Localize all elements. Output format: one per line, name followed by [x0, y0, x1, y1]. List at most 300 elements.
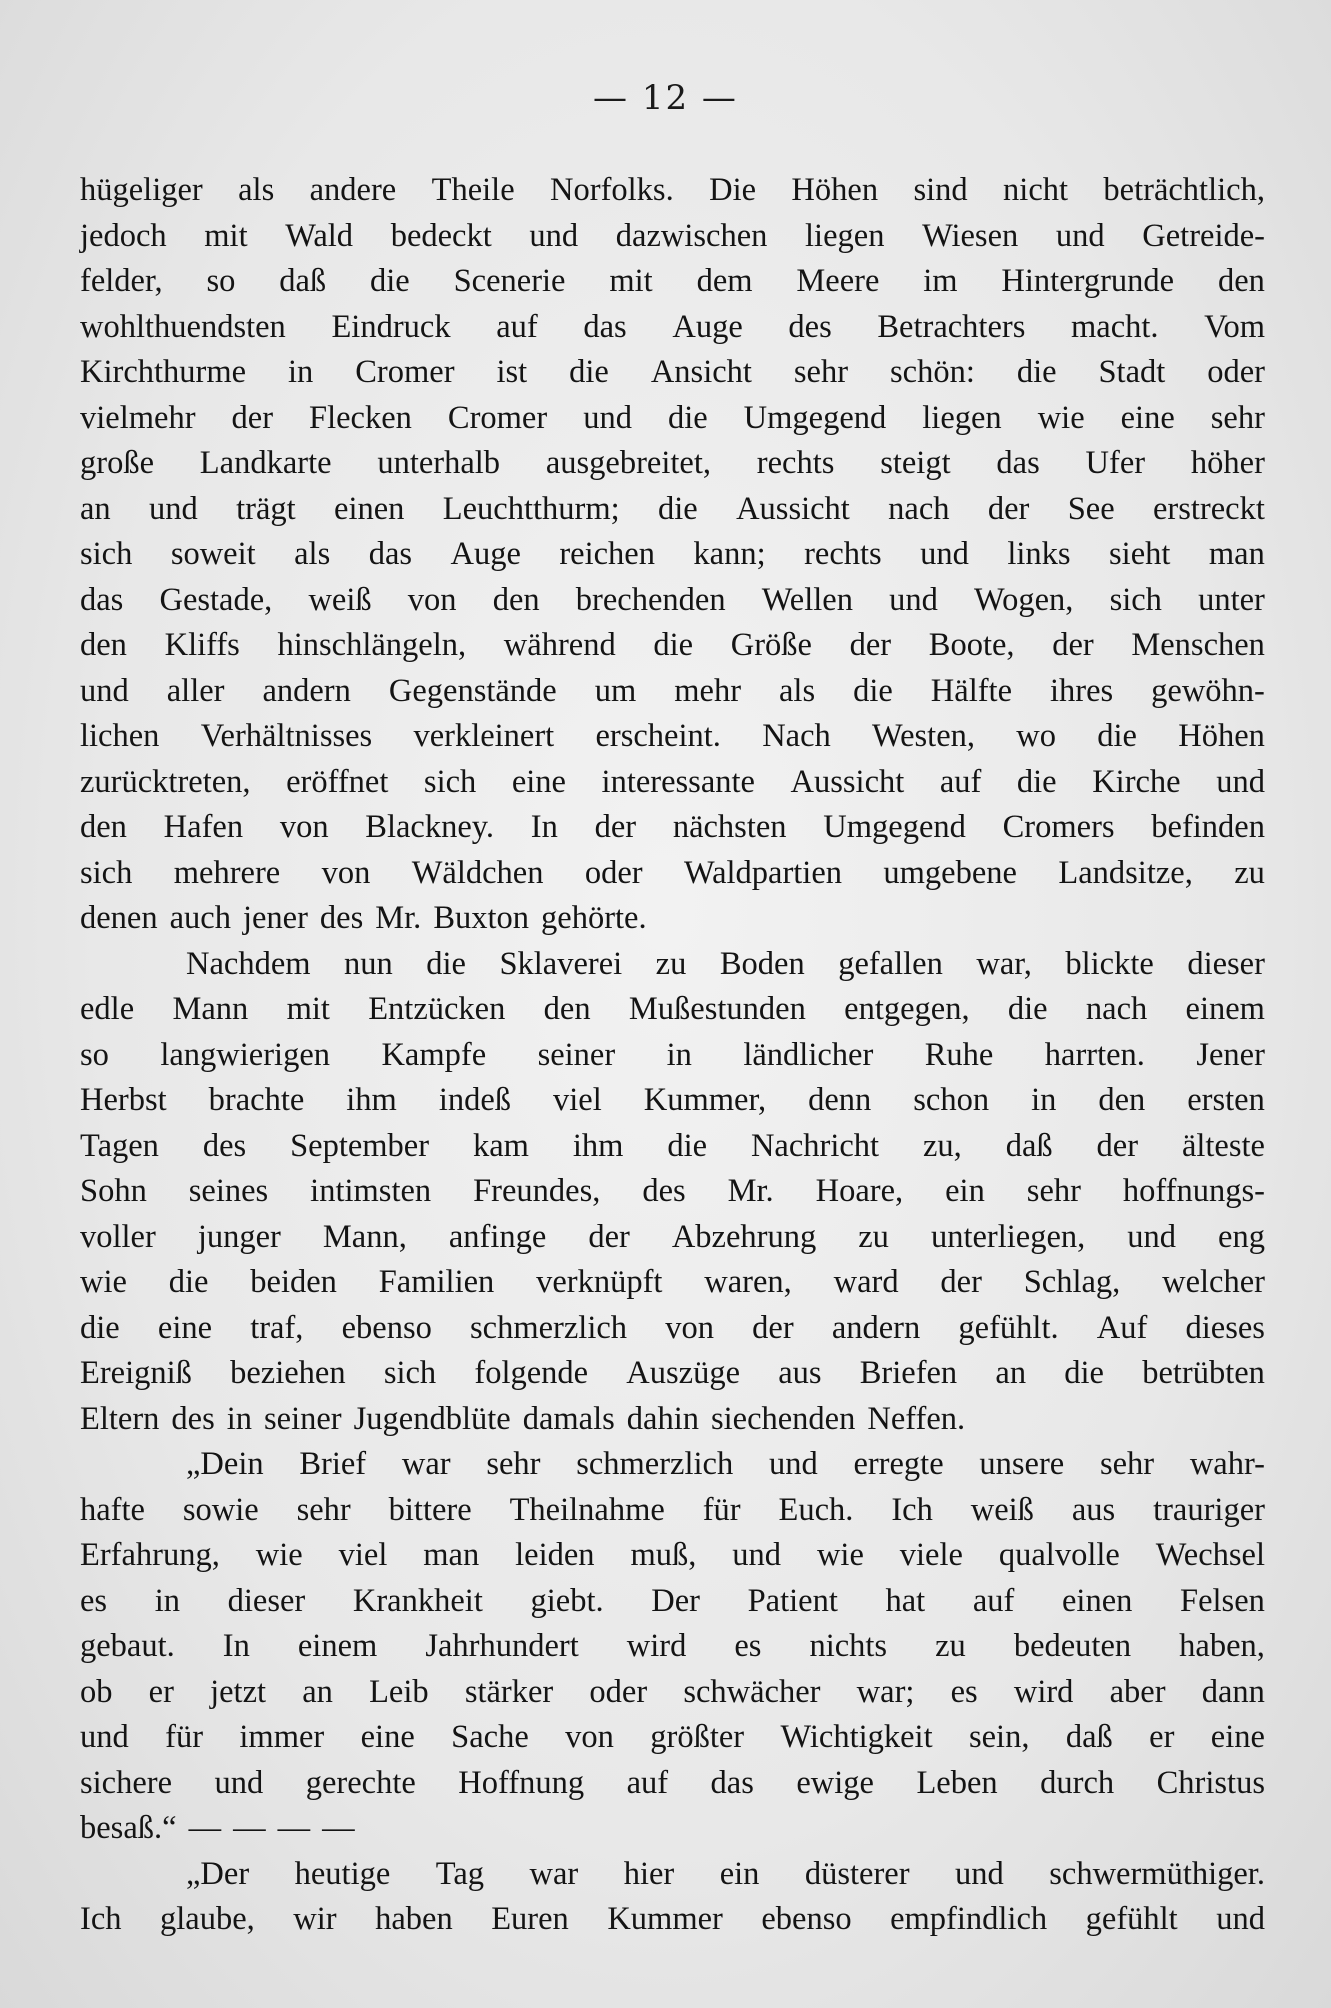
text-line — [80, 1215, 1265, 1261]
word: war — [529, 1855, 579, 1892]
word: des — [642, 1173, 686, 1209]
word: Ufer — [1085, 445, 1146, 481]
word: hafte — [80, 1491, 145, 1528]
word: blickte — [1065, 945, 1154, 982]
word: und — [1216, 763, 1265, 800]
word: sichere — [80, 1764, 173, 1801]
text-line — [80, 714, 1265, 760]
word: Tagen — [80, 1127, 159, 1164]
word: Auszüge — [626, 1355, 740, 1391]
word: Wald — [285, 217, 354, 254]
word: aber — [1109, 1673, 1166, 1710]
word: den — [1098, 1082, 1146, 1118]
word: Schlag, — [1023, 1264, 1121, 1300]
word: ihm — [346, 1082, 397, 1118]
word: Theile — [431, 172, 515, 208]
word: viele — [899, 1537, 963, 1573]
word: oder — [584, 854, 643, 891]
word: so — [206, 263, 236, 299]
word: Sklaverei — [499, 945, 623, 982]
word: auf — [626, 1764, 669, 1801]
word: brechenden — [575, 581, 726, 618]
word: und — [920, 536, 969, 572]
word: ist — [496, 354, 528, 390]
word: des — [202, 1127, 247, 1164]
word: verknüpft — [536, 1264, 663, 1300]
word: interessante — [601, 763, 755, 800]
word: sehr — [1026, 1173, 1081, 1209]
word: siechenden — [710, 1400, 856, 1437]
word: die — [1064, 1355, 1104, 1391]
word: sieht — [1109, 536, 1171, 572]
word: schwermüthiger. — [1049, 1855, 1265, 1892]
word: in — [154, 1582, 180, 1619]
word: eine — [511, 763, 566, 800]
word: gebaut. — [80, 1628, 175, 1664]
word: Kampfe — [381, 1036, 487, 1073]
word: Entzücken — [368, 991, 506, 1027]
word: die — [1016, 763, 1057, 800]
word: einen — [334, 490, 405, 527]
word: die — [80, 1309, 120, 1346]
word: — — [277, 1810, 311, 1846]
word: während — [503, 627, 616, 663]
word: Briefen — [859, 1355, 958, 1391]
page-number-header: — 12 — — [593, 78, 738, 118]
word: man — [1208, 536, 1265, 572]
word: an — [995, 1355, 1027, 1391]
word: von — [279, 809, 329, 845]
word: Westen, — [872, 718, 976, 754]
text-line — [80, 1852, 1265, 1898]
word: wird — [1013, 1673, 1074, 1710]
word: größter — [650, 1719, 745, 1755]
word: trauriger — [1153, 1491, 1265, 1528]
text-line — [80, 1306, 1265, 1352]
word: in — [1031, 1082, 1057, 1118]
word: Neffen. — [867, 1400, 966, 1437]
word: in — [666, 1036, 692, 1073]
word: seiner — [264, 1400, 342, 1437]
word: die — [653, 627, 694, 663]
word: aus — [1071, 1491, 1116, 1528]
text-line — [80, 896, 1265, 942]
word: Patient — [747, 1582, 838, 1619]
word: Verhältnisses — [200, 718, 373, 754]
word: von — [665, 1309, 714, 1346]
word: traf, — [250, 1309, 304, 1346]
word: Sache — [451, 1719, 529, 1755]
word: Mußestunden — [628, 991, 806, 1027]
text-line — [80, 942, 1265, 988]
word: bedeckt — [390, 217, 492, 254]
word: wird — [626, 1628, 687, 1664]
word: Auf — [1096, 1309, 1148, 1346]
word: und — [1216, 1901, 1265, 1937]
word: gefühlt. — [958, 1309, 1059, 1346]
word: Cromers — [1002, 809, 1115, 845]
word: Auge — [672, 308, 743, 345]
word: sehr — [1210, 399, 1265, 436]
word: sehr — [486, 1446, 541, 1482]
body-text — [80, 168, 1265, 1943]
word: Der — [651, 1582, 700, 1619]
word: ob — [80, 1673, 113, 1710]
word: gerechte — [305, 1764, 416, 1801]
word: Wechsel — [1155, 1537, 1265, 1573]
text-line — [80, 1761, 1265, 1807]
word: ebenso — [761, 1901, 852, 1937]
word: Kirchthurme — [80, 354, 247, 390]
word: unterhalb — [377, 445, 501, 481]
word: ein — [945, 1173, 985, 1209]
word: schon — [913, 1082, 990, 1118]
word: und — [732, 1537, 782, 1573]
word: bittere — [388, 1491, 472, 1528]
word: vielmehr — [80, 399, 196, 436]
text-line — [80, 1169, 1265, 1215]
text-line — [80, 168, 1265, 214]
word: steigt — [880, 445, 951, 481]
word: dann — [1201, 1673, 1265, 1710]
word: und — [80, 1719, 129, 1755]
word: hügeliger — [80, 172, 203, 208]
word: haben, — [1179, 1628, 1265, 1664]
word: seines — [188, 1173, 269, 1209]
word: Hintergrunde — [1001, 263, 1175, 299]
text-line — [80, 1670, 1265, 1716]
word: felder, — [80, 263, 163, 299]
word: es — [734, 1628, 762, 1664]
word: und — [583, 399, 632, 436]
word: liegen — [805, 217, 885, 254]
text-line — [80, 1488, 1265, 1534]
word: Wichtigkeit — [780, 1719, 933, 1755]
text-line — [80, 1715, 1265, 1761]
word: Tag — [435, 1855, 485, 1892]
word: wie — [1037, 399, 1085, 436]
word: unterliegen, — [930, 1218, 1086, 1255]
word: die — [1097, 718, 1137, 754]
word: In — [530, 809, 558, 845]
word: Kummer — [607, 1901, 723, 1937]
word: dahin — [626, 1400, 699, 1437]
word: mehrere — [173, 854, 281, 891]
word: damals — [522, 1400, 615, 1437]
word: als — [238, 172, 275, 208]
word: Ereigniß — [80, 1355, 192, 1391]
word: Leuchtthurm; — [442, 490, 620, 527]
word: Umgegend — [743, 399, 887, 436]
word: betrübten — [1142, 1355, 1265, 1391]
word: den — [80, 809, 127, 845]
word: Nachricht — [750, 1127, 880, 1164]
word: Vom — [1204, 308, 1265, 345]
word: — — [322, 1810, 355, 1846]
word: welcher — [1162, 1264, 1265, 1300]
word: Euch. — [778, 1491, 854, 1528]
word: Umgegend — [823, 809, 966, 845]
text-line — [80, 1533, 1265, 1579]
word: Ruhe — [924, 1036, 994, 1073]
word: Theilnahme — [509, 1491, 665, 1528]
word: muß, — [630, 1537, 697, 1573]
word: einem — [1185, 991, 1265, 1027]
word: der — [588, 1218, 630, 1255]
text-line — [80, 1124, 1265, 1170]
word: viel — [338, 1537, 388, 1573]
word: von — [407, 581, 457, 618]
word: Mann, — [322, 1218, 407, 1255]
word: Leben — [916, 1764, 998, 1801]
word: Eltern — [80, 1400, 160, 1437]
word: sich — [1109, 581, 1162, 618]
word: Auge — [450, 536, 521, 572]
word: die — [667, 1127, 708, 1164]
word: daß — [279, 263, 327, 299]
word: die — [168, 1264, 209, 1300]
word: nicht — [1003, 172, 1069, 208]
word: und — [889, 581, 938, 618]
word: Größe — [730, 627, 812, 663]
word: der — [594, 809, 637, 845]
text-line — [80, 669, 1265, 715]
word: beziehen — [230, 1355, 346, 1391]
word: Waldpartien — [684, 854, 843, 891]
word: und — [1055, 217, 1105, 254]
word: zu — [1234, 854, 1265, 891]
word: auf — [496, 308, 538, 345]
text-line — [80, 1897, 1265, 1943]
word: erstreckt — [1153, 490, 1265, 527]
word: Aussicht — [790, 763, 905, 800]
word: Blackney. — [365, 809, 495, 845]
word: aus — [778, 1355, 822, 1391]
word: zu — [655, 945, 687, 982]
word: Wäldchen — [411, 854, 544, 891]
text-line — [80, 851, 1265, 897]
word: einem — [297, 1628, 378, 1664]
word: das — [80, 581, 124, 618]
word: langwierigen — [160, 1036, 331, 1073]
word: giebt. — [530, 1582, 604, 1619]
word: sich — [423, 763, 477, 800]
word: schön: — [890, 354, 975, 390]
word: höher — [1190, 445, 1265, 481]
word: junger — [197, 1218, 281, 1255]
word: haben — [375, 1901, 453, 1937]
word: ewige — [796, 1764, 874, 1801]
word: Wellen — [761, 581, 853, 618]
text-line — [80, 1397, 1265, 1443]
word: eine — [360, 1719, 415, 1755]
word: der — [752, 1309, 794, 1346]
word: See — [1067, 490, 1115, 527]
word: links — [1007, 536, 1071, 572]
word: Boote, — [928, 627, 1015, 663]
word: liegen — [922, 399, 1002, 436]
word: ausgebreitet, — [545, 445, 711, 481]
word: und — [1127, 1218, 1177, 1255]
word: Scenerie — [453, 263, 566, 299]
word: andere — [309, 172, 397, 208]
word: Betrachters — [877, 308, 1026, 345]
word: Kliffs — [164, 627, 240, 663]
word: bedeuten — [1013, 1628, 1132, 1664]
word: Hoare, — [815, 1173, 904, 1209]
word: die — [1007, 991, 1048, 1027]
word: wahr- — [1189, 1446, 1265, 1482]
word: an — [80, 490, 111, 527]
word: daß — [1065, 1719, 1113, 1755]
text-line — [80, 1078, 1265, 1124]
word: Hoffnung — [458, 1764, 585, 1801]
word: unter — [1198, 581, 1265, 618]
word: der — [987, 490, 1030, 527]
word: es — [950, 1673, 978, 1710]
word: das — [710, 1764, 754, 1801]
word: an — [302, 1673, 333, 1710]
word: und — [149, 490, 198, 527]
word: trägt — [236, 490, 296, 527]
word: wo — [1016, 718, 1057, 754]
word: lichen — [80, 718, 160, 754]
text-line — [80, 1351, 1265, 1397]
word: dieser — [1187, 945, 1265, 982]
word: wie — [80, 1264, 127, 1300]
word: kam — [472, 1127, 529, 1164]
word: besaß.“ — [80, 1810, 177, 1846]
word: eng — [1218, 1218, 1265, 1255]
word: September — [290, 1127, 430, 1164]
word: hat — [885, 1582, 926, 1619]
word: Jugendblüte — [353, 1400, 511, 1437]
word: schmerzlich — [576, 1446, 734, 1482]
word: Wiesen — [922, 217, 1019, 254]
word: weiß — [970, 1491, 1034, 1528]
word: die — [426, 945, 466, 982]
word: hinschlängeln, — [277, 627, 467, 663]
word: jedoch — [80, 217, 167, 254]
word: Hafen — [163, 809, 244, 845]
word: gewöhn- — [1151, 672, 1265, 709]
word: folgende — [474, 1355, 589, 1391]
word: erscheint. — [595, 718, 721, 754]
word: das — [583, 308, 627, 345]
word: indeß — [438, 1082, 512, 1118]
word: und — [214, 1764, 264, 1801]
word: entgegen, — [844, 991, 970, 1027]
word: Meere — [796, 263, 880, 299]
word: In — [222, 1628, 250, 1664]
word: Landkarte — [199, 445, 332, 481]
word: edle — [80, 991, 135, 1027]
word: und — [80, 672, 129, 709]
word: Ich — [891, 1491, 933, 1528]
word: er — [148, 1673, 174, 1710]
word: Norfolks. — [550, 172, 674, 208]
word: Die — [709, 172, 757, 208]
word: viel — [553, 1082, 602, 1118]
word: des — [319, 900, 364, 936]
word: des — [171, 1400, 215, 1437]
word: gefühlt — [1085, 1901, 1178, 1937]
word: den — [80, 627, 127, 663]
word: gehörte. — [541, 900, 647, 936]
word: Höhen — [791, 172, 879, 208]
word: die — [370, 263, 410, 299]
word: auch — [169, 900, 231, 936]
word: Mann — [172, 991, 249, 1027]
word: sehr — [1099, 1446, 1155, 1482]
word: dieser — [227, 1582, 306, 1619]
word: daß — [1005, 1127, 1053, 1164]
text-line — [80, 578, 1265, 624]
word: war; — [856, 1673, 915, 1710]
word: dieses — [1185, 1309, 1265, 1346]
text-line — [80, 532, 1265, 578]
word: andern — [262, 672, 351, 709]
word: und — [955, 1855, 1004, 1892]
word: zu — [858, 1218, 889, 1255]
word: Flecken — [309, 399, 412, 436]
word: eine — [1120, 399, 1175, 436]
word: macht. — [1070, 308, 1159, 345]
text-line — [80, 1033, 1265, 1079]
word: ihres — [1049, 672, 1114, 709]
word: andern — [831, 1309, 921, 1346]
word: sich — [383, 1355, 437, 1391]
word: qualvolle — [998, 1537, 1120, 1573]
text-line — [80, 1442, 1265, 1488]
text-line — [80, 760, 1265, 806]
text-line — [80, 805, 1265, 851]
word: war — [401, 1446, 451, 1482]
word: sind — [913, 172, 968, 208]
word: eine — [1210, 1719, 1265, 1755]
word: der — [940, 1264, 982, 1300]
word: seiner — [537, 1036, 616, 1073]
word: denen — [80, 900, 158, 936]
word: nach — [888, 490, 950, 527]
text-line — [80, 305, 1265, 351]
word: sich — [80, 854, 133, 891]
text-line — [80, 1806, 1265, 1852]
text-line — [80, 350, 1265, 396]
word: ersten — [1187, 1082, 1265, 1118]
word: Menschen — [1131, 627, 1265, 663]
word: Kirche — [1092, 763, 1181, 800]
text-line — [80, 1579, 1265, 1625]
word: mehr — [674, 672, 742, 709]
text-line — [80, 1624, 1265, 1670]
word: für — [702, 1491, 741, 1528]
word: reichen — [559, 536, 655, 572]
word: hier — [623, 1855, 675, 1892]
word: nichts — [809, 1628, 888, 1664]
word: aller — [166, 672, 225, 709]
word: kann; — [693, 536, 766, 572]
text-line — [80, 214, 1265, 260]
word: Gegenstände — [388, 672, 557, 709]
word: zu, — [922, 1127, 962, 1164]
word: auf — [939, 763, 982, 800]
word: der — [231, 399, 274, 436]
word: — — [233, 1810, 266, 1846]
word: zurücktreten, — [80, 763, 251, 800]
word: Höhen — [1178, 718, 1265, 754]
text-line — [80, 487, 1265, 533]
